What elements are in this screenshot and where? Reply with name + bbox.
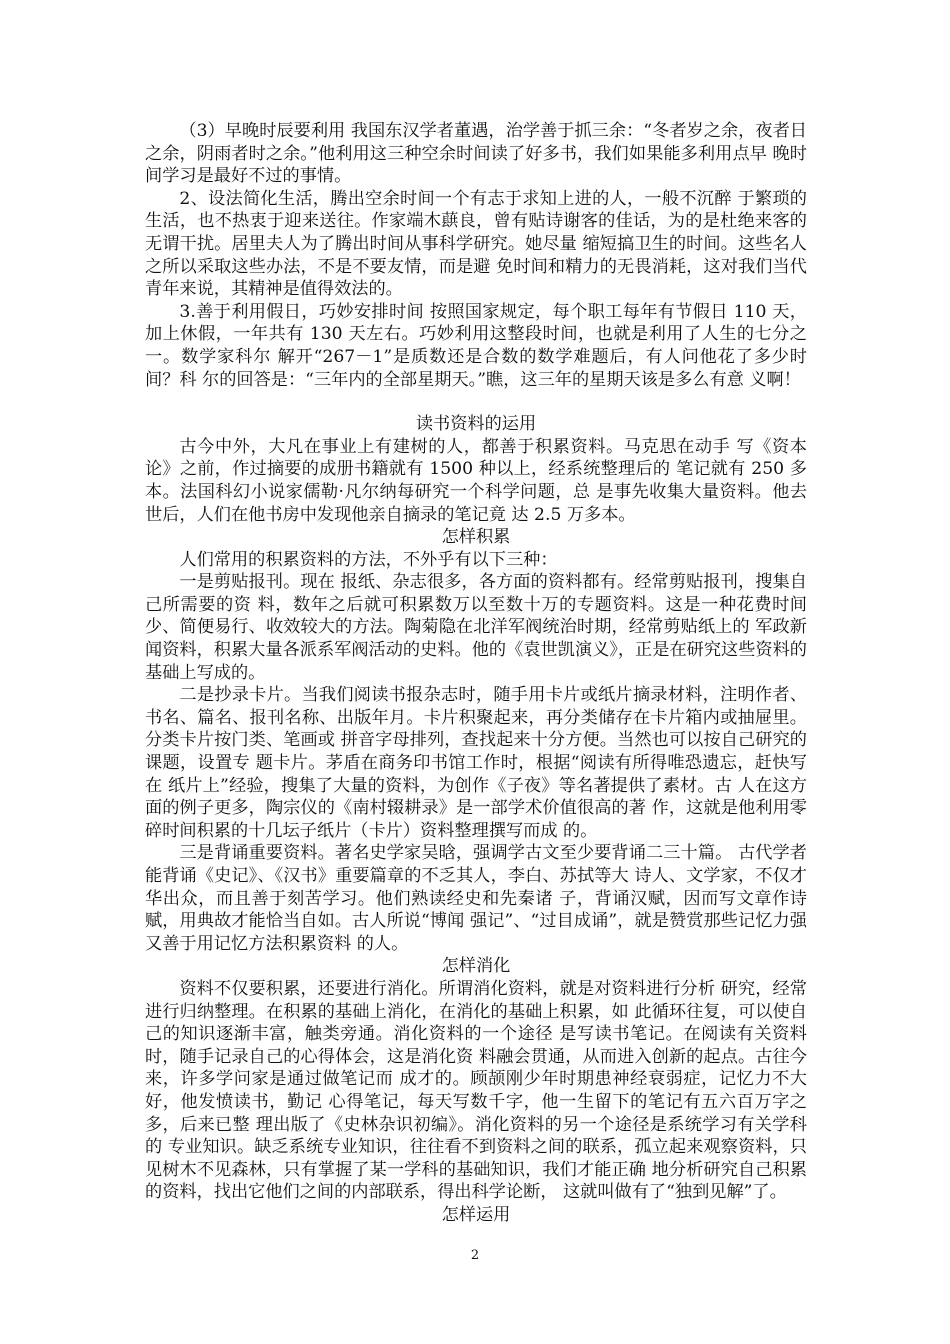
- paragraph: （3）早晚时辰要利用 我国东汉学者董遇，治学善于抓三余：“冬者岁之余，夜者日之余，阴雨者时之余。”他利用这三种空余时间读了好多书，我们如果能多利用点早 晚时间学习是最好不过的事情。: [145, 121, 807, 187]
- paragraph: 二是抄录卡片。当我们阅读书报杂志时，随手用卡片或纸片摘录材料，注明作者、书名、篇名、报刊名称、出版年月。卡片积聚起来，再分类储存在卡片箱内或抽屉里。分类卡片按门类、笔画或 拼音字母排列，查找起来十分方便。当然也可以按自己研究的课题，设置专 题卡片。茅盾在商务印书馆工作时，根据“阅读有所得唯恐遗忘，赶快写在 纸片上”经验，搜集了大量的资料，为创作《子夜》等名著提供了素材。古 人在这方面的例子更多，陶宗仪的《南村辍耕录》是一部学术价值很高的著 作，这就是他利用零碎时间积累的十几坛子纸片（卡片）资料整理撰写而成 的。: [145, 685, 807, 841]
- paragraph: 2、设法简化生活，腾出空余时间一个有志于求知上进的人，一般不沉醉 于繁琐的生活，也不热衷于迎来送往。作家端木蕻良，曾有贴诗谢客的佳话，为的是杜绝来客的无谓干扰。居里夫人为了腾出时间从事科学研究。她尽量 缩短搞卫生的时间。这些名人之所以采取这些办法，不是不要友情，而是避 免时间和精力的无畏消耗，这对我们当代青年来说，其精神是值得效法的。: [145, 188, 807, 300]
- section-heading: 怎样消化: [441, 956, 511, 977]
- section-heading: 怎样运用: [441, 1204, 511, 1225]
- paragraph: 三是背诵重要资料。著名史学家吴晗，强调学古文至少要背诵二三十篇。 古代学者能背诵《史记》、《汉书》重要篇章的不乏其人，李白、苏拭等大 诗人、文学家，不仅才华出众，而且善于刻苦学习。他们熟读经史和先秦诸 子，背诵汉赋，因而写文章作诗赋，用典故才能恰当自如。古人所说“博闻 强记”、“过目成诵”，就是赞赏那些记忆力强又善于用记忆方法积累资料 的人。: [145, 843, 807, 954]
- section-heading: 读书资料的运用: [415, 414, 537, 435]
- section-heading: 怎样积累: [441, 527, 511, 548]
- section-spacer: [145, 391, 807, 413]
- paragraph: 3.善于利用假日，巧妙安排时间 按照国家规定，每个职工每年有节假日 110 天，加上休假，一年共有 130 天左右。巧妙利用这整段时间，也就是利用了人生的七分之一。数学家科尔 解开“267－1”是质数还是合数的数学难题后，有人问他花了多少时间？科 尔的回答是：“三年内的全部星期天。”瞧，这三年的星期天该是多么有意 义啊！: [145, 301, 807, 390]
- paragraph: 资料不仅要积累，还要进行消化。所谓消化资料，就是对资料进行分析 研究，经常进行归纳整理。在积累的基础上消化，在消化的基础上积累，如 此循环往复，可以使自己的知识逐渐丰富，触类旁通。消化资料的一个途径 是写读书笔记。在阅读有关资料时，随手记录自己的心得体会，这是消化资 料融会贯通，从而进入创新的起点。古往今来，许多学问家是通过做笔记而 成才的。顾颉刚少年时期患神经衰弱症，记忆力不大好，他发愤读书，勤记 心得笔记，每天写数千字，他一生留下的笔记有五六百万字之多，后来已整 理出版了《史林杂识初编》。消化资料的另一个途径是系统学习有关学科的 专业知识。缺乏系统专业知识，往往看不到资料之间的联系，孤立起来观察资料，只见树木不见森林，只有掌握了某一学科的基础知识，我们才能正确 地分析研究自己积累的资料，找出它他们之间的内部联系，得出科学论断， 这就叫做有了“独到见解”了。: [145, 978, 807, 1203]
- paragraph: 人们常用的积累资料的方法，不外乎有以下三种：: [179, 549, 558, 570]
- page-number: 2: [470, 1248, 480, 1263]
- document-body: [145, 120, 807, 1227]
- paragraph: 古今中外，大凡在事业上有建树的人，都善于积累资料。马克思在动手 写《资本论》之前，作过摘要的成册书籍就有 1500 种以上，经系统整理后的 笔记就有 250 多本。法国科幻小说家儒勒·凡尔纳每研究一个科学问题，总 是事先收集大量资料。他去世后，人们在他书房中发现他亲自摘录的笔记竟 达 2.5 万多本。: [145, 436, 807, 525]
- paragraph: 一是剪贴报刊。现在 报纸、杂志很多，各方面的资料都有。经常剪贴报刊，搜集自己所需要的资 料，数年之后就可积累数万以至数十万的专题资料。这是一种花费时间少、简便易行、收效较大的方法。陶菊隐在北洋军阀统治时期，经常剪贴纸上的 军政新闻资料，积累大量各派系军阀活动的史料。他的《袁世凯演义》，正是在研究这些资料的基础上写成的。: [145, 572, 807, 683]
